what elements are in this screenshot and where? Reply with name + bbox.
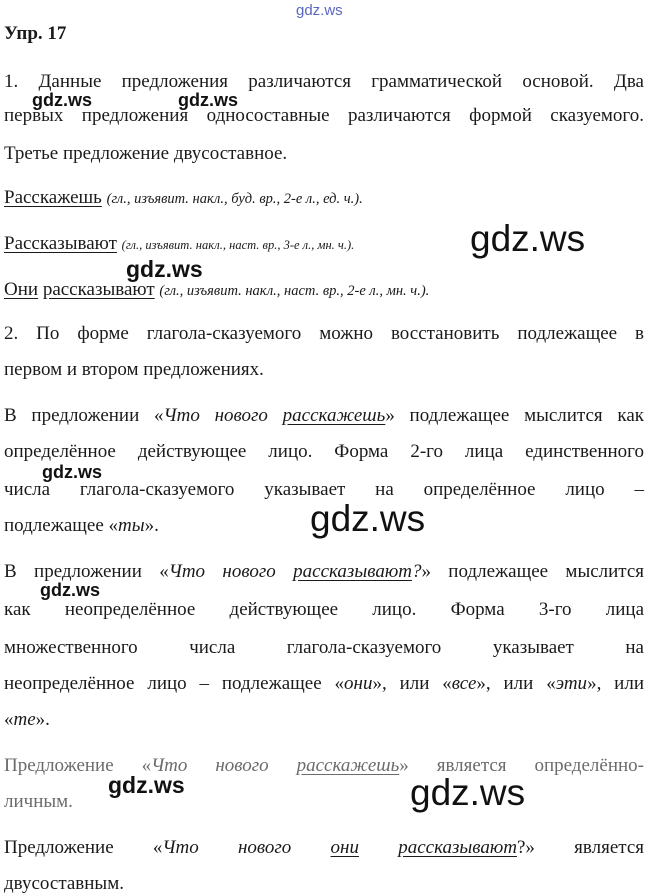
watermark: gdz.ws: [126, 256, 203, 282]
watermark: gdz.ws: [42, 462, 103, 482]
verb-word: Рассказывают: [4, 233, 117, 254]
p1-line-3: Третье предложение двусоставное.: [4, 143, 288, 164]
p4-line-4: неопределённое лицо – подлежащее «они», или «все», или «эти», или: [4, 673, 644, 694]
p5-line-2: личным.: [4, 791, 73, 812]
watermark: gdz.ws: [178, 90, 239, 110]
quote: Что нового они рассказывают: [162, 837, 517, 858]
watermark: gdz.ws: [310, 498, 426, 539]
quote: Что нового рассказывают?: [168, 561, 422, 582]
grammar-note: (гл., изъявит. накл., наст. вр., 3-е л., мн. ч.).: [121, 238, 355, 252]
p3-line-4: подлежащее «ты».: [4, 515, 159, 536]
watermark: gdz.ws: [410, 772, 526, 813]
watermark: gdz.ws: [32, 90, 93, 110]
p6-line-2: двусоставным.: [4, 873, 124, 894]
watermark: gdz.ws: [470, 218, 586, 259]
p2-line-2: первом и втором предложениях.: [4, 359, 264, 380]
quote: Что нового расскажешь: [163, 405, 386, 426]
p2-line-1: 2. По форме глагола-сказуемого можно восстановить подлежащее в: [4, 323, 644, 344]
quote: Что нового расскажешь: [151, 755, 400, 776]
p1-line-1: 1. Данные предложения различаются грамматической основой. Два: [4, 71, 644, 92]
p1-line-2: первых предложения односоставные различаются формой сказуемого.: [4, 105, 644, 126]
subject-word: Они: [4, 279, 39, 300]
p4-line-3: множественного числа глагола-сказуемого указывает на: [4, 637, 644, 658]
grammar-note: (гл., изъявит. накл., наст. вр., 2-е л., мн. ч.).: [159, 283, 430, 299]
p3-line-1: В предложении «Что нового расскажешь» подлежащее мыслится как: [4, 405, 645, 426]
watermark: gdz.ws: [40, 580, 101, 600]
p4-line-2: как неопределённое действующее лицо. Форма 3-го лица: [4, 599, 644, 620]
analysis-line-2: [4, 232, 354, 257]
p5-line-1: Предложение «Что нового расскажешь» является определённо-: [4, 755, 644, 776]
watermark-top: gdz.ws: [296, 2, 343, 19]
watermark: gdz.ws: [108, 772, 185, 798]
analysis-line-3: [4, 278, 429, 303]
p3-line-2: определённое действующее лицо. Форма 2-го лица единственного: [4, 441, 644, 462]
analysis-line-1: [4, 186, 363, 211]
p3-line-3: числа глагола-сказуемого указывает на определённое лицо –: [4, 479, 644, 500]
p4-line-5: «те».: [4, 709, 50, 730]
verb-word: Расскажешь: [4, 187, 102, 208]
exercise-title: Упр. 17: [4, 23, 67, 44]
p4-line-1: В предложении «Что нового рассказывают?» подлежащее мыслится: [4, 561, 645, 582]
p6-line-1: Предложение «Что нового они рассказывают?» является: [4, 837, 644, 858]
grammar-note: (гл., изъявит. накл., буд. вр., 2-е л., ед. ч.).: [106, 191, 363, 207]
verb-word: рассказывают: [42, 279, 155, 300]
